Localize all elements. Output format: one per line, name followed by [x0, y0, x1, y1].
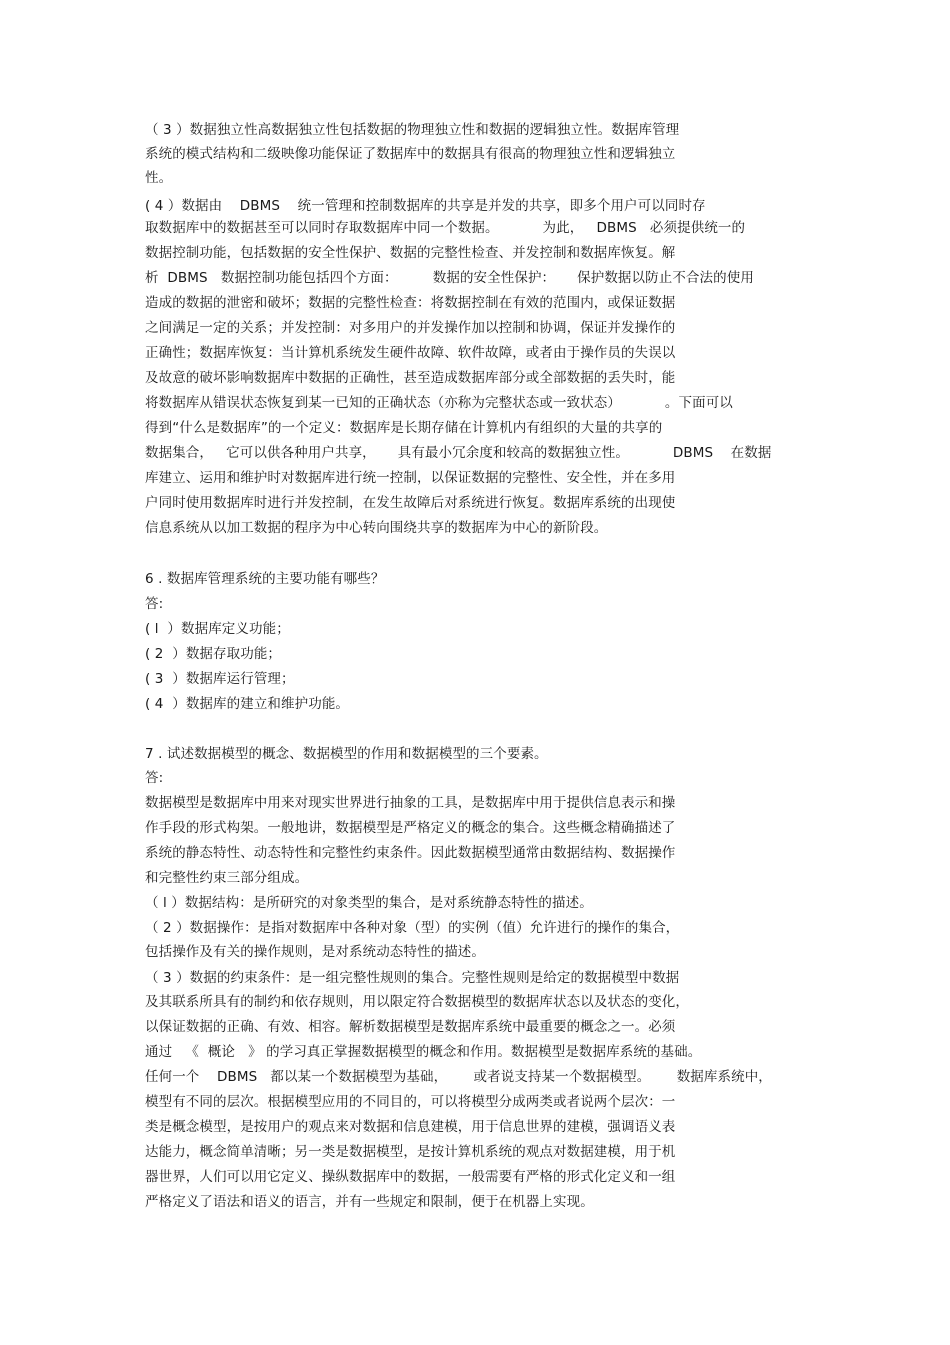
text-line: 之间满足一定的关系；并发控制：对多用户的并发操作加以控制和协调，保证并发操作的 [145, 320, 676, 336]
text-line: 任何一个 DBMS 都以某一个数据模型为基础， 或者说支持某一个数据模型。 数据库系统中， [145, 1069, 772, 1085]
text-line: ( 4 ）数据由 DBMS 统一管理和控制数据库的共享是并发的共享，即多个用户可以同时存 [145, 198, 706, 214]
text-line: 户同时使用数据库时进行并发控制，在发生故障后对系统进行恢复。数据库系统的出现使 [145, 495, 676, 511]
text-line: 造成的数据的泄密和破坏；数据的完整性检查：将数据控制在有效的范围内，或保证数据 [145, 295, 676, 311]
answer-label: 答: [145, 596, 164, 612]
list-item: ( l ）数据库定义功能； [145, 621, 290, 637]
answer-label: 答: [145, 770, 164, 786]
text-line: 包括操作及有关的操作规则，是对系统动态特性的描述。 [145, 944, 485, 960]
text-line: 和完整性约束三部分组成。 [145, 870, 309, 886]
text-line: 通过 《 概论 》 的学习真正掌握数据模型的概念和作用。数据模型是数据库系统的基础。 [145, 1044, 702, 1060]
text-line: 数据控制功能，包括数据的安全性保护、数据的完整性检查、并发控制和数据库恢复。解 [145, 245, 676, 261]
list-item: ( 4 ）数据库的建立和维护功能。 [145, 696, 350, 712]
text-line: 取数据库中的数据甚至可以同时存取数据库中同一个数据。 为此， DBMS 必须提供统一的 [145, 220, 746, 236]
list-item: ( 2 ）数据存取功能； [145, 646, 282, 662]
text-line: （ l ）数据结构：是所研究的对象类型的集合，是对系统静态特性的描述。 [145, 895, 593, 911]
text-line: 达能力，概念简单清晰；另一类是数据模型，是按计算机系统的观点对数据建模，用于机 [145, 1144, 676, 1160]
text-line: 及其联系所具有的制约和依存规则，用以限定符合数据模型的数据库状态以及状态的变化， [145, 994, 689, 1010]
question-heading: 7 . 试述数据模型的概念、数据模型的作用和数据模型的三个要素。 [145, 746, 548, 762]
question-heading: 6 . 数据库管理系统的主要功能有哪些？ [145, 571, 385, 587]
text-line: 模型有不同的层次。根据模型应用的不同目的，可以将模型分成两类或者说两个层次：一 [145, 1094, 676, 1110]
text-line: 器世界，人们可以用它定义、操纵数据库中的数据，一般需要有严格的形式化定义和一组 [145, 1169, 676, 1185]
text-line: 正确性；数据库恢复：当计算机系统发生硬件故障、软件故障，或者由于操作员的失误以 [145, 345, 676, 361]
text-line: 系统的模式结构和二级映像功能保证了数据库中的数据具有很高的物理独立性和逻辑独立 [145, 146, 676, 162]
text-line: （ 3 ）数据独立性高数据独立性包括数据的物理独立性和数据的逻辑独立性。数据库管理 [145, 122, 680, 138]
text-line: 信息系统从以加工数据的程序为中心转向围绕共享的数据库为中心的新阶段。 [145, 520, 608, 536]
text-line: 将数据库从错误状态恢复到某一已知的正确状态（亦称为完整状态或一致状态） 。下面可以 [145, 395, 733, 411]
text-line: 严格定义了语法和语义的语言，并有一些规定和限制，便于在机器上实现。 [145, 1194, 594, 1210]
text-line: 及故意的破坏影响数据库中数据的正确性，甚至造成数据库部分或全部数据的丢失时，能 [145, 370, 676, 386]
text-line: 析 DBMS 数据控制功能包括四个方面： 数据的安全性保护： 保护数据以防止不合法的使用 [145, 270, 754, 286]
text-line: 数据集合， 它可以供各种用户共享， 具有最小冗余度和较高的数据独立性。 DBMS 在数据 [145, 445, 772, 461]
text-line: 系统的静态特性、动态特性和完整性约束条件。因此数据模型通常由数据结构、数据操作 [145, 845, 676, 861]
text-line: 类是概念模型，是按用户的观点来对数据和信息建模，用于信息世界的建模，强调语义表 [145, 1119, 676, 1135]
text-line: （ 2 ）数据操作：是指对数据库中各种对象（型）的实例（值）允许进行的操作的集合， [145, 920, 680, 936]
text-line: （ 3 ）数据的约束条件：是一组完整性规则的集合。完整性规则是给定的数据模型中数据 [145, 970, 680, 986]
list-item: ( 3 ）数据库运行管理； [145, 671, 295, 687]
text-line: 性。 [145, 170, 173, 186]
text-line: 作手段的形式构架。一般地讲，数据模型是严格定义的概念的集合。这些概念精确描述了 [145, 820, 676, 836]
text-line: 得到“什么是数据库”的一个定义：数据库是长期存储在计算机内有组织的大量的共享的 [145, 420, 663, 436]
text-line: 以保证数据的正确、有效、相容。解析数据模型是数据库系统中最重要的概念之一。必须 [145, 1019, 676, 1035]
text-line: 库建立、运用和维护时对数据库进行统一控制，以保证数据的完整性、安全性，并在多用 [145, 470, 676, 486]
text-line: 数据模型是数据库中用来对现实世界进行抽象的工具，是数据库中用于提供信息表示和操 [145, 795, 676, 811]
